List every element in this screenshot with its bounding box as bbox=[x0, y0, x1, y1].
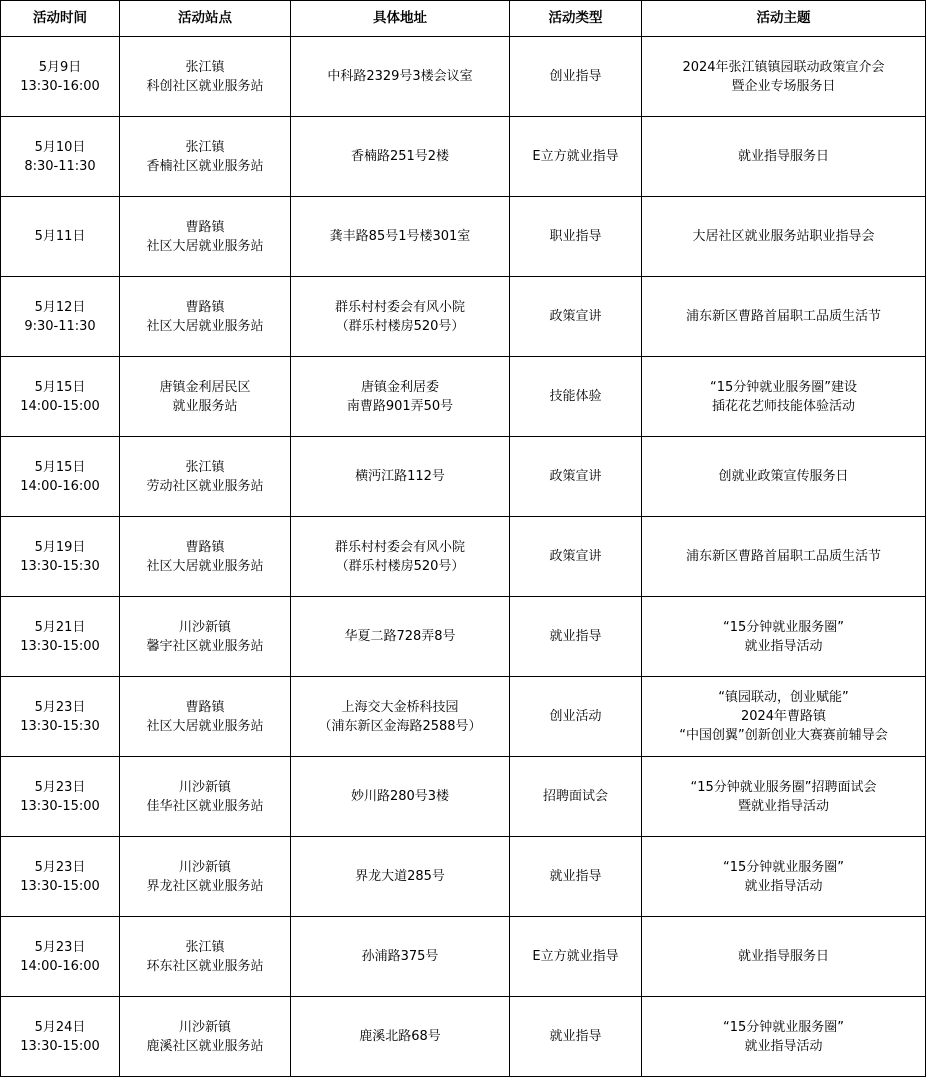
cell-theme-line: 暨就业指导活动 bbox=[737, 798, 829, 814]
cell-type-line: 技能体验 bbox=[549, 389, 602, 404]
cell-site bbox=[120, 757, 291, 837]
cell-time-line: 5月10日 bbox=[34, 139, 86, 155]
cell-theme bbox=[642, 357, 926, 437]
cell-site-line: 张江镇 bbox=[185, 59, 225, 75]
cell-theme bbox=[642, 37, 926, 117]
cell-address-line: （群乐村楼房520号） bbox=[335, 558, 465, 574]
header-type: 活动类型 bbox=[510, 1, 642, 37]
cell-theme-line: 就业指导活动 bbox=[744, 638, 823, 654]
cell-site-line: 曹路镇 bbox=[185, 699, 225, 715]
cell-theme-line: 大居社区就业服务站职业指导会 bbox=[692, 229, 875, 244]
cell-time-line: 5月23日 bbox=[34, 699, 86, 715]
cell-theme-line: “15分钟就业服务圈” bbox=[722, 859, 844, 875]
table-row bbox=[1, 917, 926, 997]
cell-type-line: 创业活动 bbox=[549, 709, 602, 724]
cell-time-line: 13:30-15:30 bbox=[20, 558, 100, 574]
cell-address bbox=[291, 437, 510, 517]
cell-theme-line: 就业指导服务日 bbox=[737, 149, 829, 164]
cell-address-line: 界龙大道285号 bbox=[355, 869, 445, 884]
cell-theme-line: “15分钟就业服务圈”招聘面试会 bbox=[690, 779, 877, 795]
cell-time-line: 13:30-15:00 bbox=[20, 1038, 100, 1054]
cell-address-line: 妙川路280号3楼 bbox=[350, 789, 450, 804]
cell-site bbox=[120, 517, 291, 597]
cell-site-line: 馨宇社区就业服务站 bbox=[146, 638, 264, 654]
cell-address-line: 鹿溪北路68号 bbox=[359, 1029, 441, 1044]
cell-time-line: 5月15日 bbox=[34, 379, 86, 395]
cell-time bbox=[1, 117, 120, 197]
table-row bbox=[1, 277, 926, 357]
cell-site-line: 科创社区就业服务站 bbox=[146, 78, 264, 94]
cell-address-line: 横沔江路112号 bbox=[355, 469, 445, 484]
cell-theme bbox=[642, 597, 926, 677]
cell-site bbox=[120, 917, 291, 997]
cell-site-line: 社区大居就业服务站 bbox=[146, 238, 264, 254]
table-row bbox=[1, 837, 926, 917]
cell-site-line: 环东社区就业服务站 bbox=[146, 958, 264, 974]
cell-site-line: 香楠社区就业服务站 bbox=[146, 158, 264, 174]
cell-theme-line: “镇园联动，创业赋能” bbox=[718, 690, 849, 705]
cell-site bbox=[120, 37, 291, 117]
table-body bbox=[1, 37, 926, 1077]
cell-site bbox=[120, 437, 291, 517]
cell-site-line: 曹路镇 bbox=[185, 299, 225, 315]
cell-time bbox=[1, 517, 120, 597]
cell-time-line: 5月21日 bbox=[34, 619, 86, 635]
cell-address bbox=[291, 837, 510, 917]
cell-site-line: 曹路镇 bbox=[185, 539, 225, 555]
cell-site-line: 川沙新镇 bbox=[178, 1019, 231, 1035]
cell-theme-line: 2024年张江镇镇园联动政策宣介会 bbox=[682, 59, 885, 75]
cell-type bbox=[510, 197, 642, 277]
cell-theme bbox=[642, 917, 926, 997]
cell-time-line: 5月23日 bbox=[34, 939, 86, 955]
cell-type bbox=[510, 517, 642, 597]
cell-address bbox=[291, 597, 510, 677]
cell-site-line: 社区大居就业服务站 bbox=[146, 318, 264, 334]
cell-site bbox=[120, 197, 291, 277]
cell-site-line: 就业服务站 bbox=[172, 398, 238, 414]
cell-site-line: 川沙新镇 bbox=[178, 859, 231, 875]
cell-time-line: 5月19日 bbox=[34, 539, 86, 555]
cell-time-line: 5月15日 bbox=[34, 459, 86, 475]
cell-time-line: 13:30-15:00 bbox=[20, 798, 100, 814]
cell-site-line: 佳华社区就业服务站 bbox=[146, 798, 264, 814]
cell-theme-line: “15分钟就业服务圈” bbox=[722, 1019, 844, 1035]
cell-time bbox=[1, 437, 120, 517]
cell-type bbox=[510, 997, 642, 1077]
cell-address-line: 上海交大金桥科技园 bbox=[341, 699, 459, 715]
cell-address-line: 龚丰路85号1号楼301室 bbox=[329, 229, 471, 244]
cell-time bbox=[1, 997, 120, 1077]
cell-theme-line: 2024年曹路镇 bbox=[740, 709, 827, 724]
cell-type bbox=[510, 37, 642, 117]
cell-theme bbox=[642, 197, 926, 277]
header-time: 活动时间 bbox=[1, 1, 120, 37]
cell-type bbox=[510, 757, 642, 837]
cell-address bbox=[291, 37, 510, 117]
cell-time-line: 5月23日 bbox=[34, 859, 86, 875]
cell-type-line: E立方就业指导 bbox=[532, 949, 619, 964]
header-address: 具体地址 bbox=[291, 1, 510, 37]
cell-time-line: 9:30-11:30 bbox=[24, 318, 96, 334]
cell-address-line: 华夏二路728弄8号 bbox=[344, 629, 456, 644]
cell-address-line: （群乐村楼房520号） bbox=[335, 318, 465, 334]
cell-time-line: 14:00-16:00 bbox=[20, 958, 100, 974]
table-row bbox=[1, 437, 926, 517]
cell-type bbox=[510, 597, 642, 677]
cell-time-line: 14:00-16:00 bbox=[20, 478, 100, 494]
cell-address-line: 南曹路901弄50号 bbox=[346, 398, 454, 414]
table-row bbox=[1, 117, 926, 197]
cell-time-line: 5月24日 bbox=[34, 1019, 86, 1035]
cell-type-line: 职业指导 bbox=[549, 229, 602, 244]
cell-theme bbox=[642, 277, 926, 357]
cell-address bbox=[291, 357, 510, 437]
cell-address-line: 群乐村村委会有风小院 bbox=[334, 299, 465, 315]
table-row bbox=[1, 37, 926, 117]
cell-site-line: 社区大居就业服务站 bbox=[146, 718, 264, 734]
cell-theme bbox=[642, 677, 926, 757]
cell-site-line: 界龙社区就业服务站 bbox=[146, 878, 264, 894]
cell-theme-line: 浦东新区曹路首届职工品质生活节 bbox=[685, 549, 881, 564]
cell-address-line: 香楠路251号2楼 bbox=[350, 149, 450, 164]
cell-theme-line: “15分钟就业服务圈” bbox=[722, 619, 844, 635]
cell-time-line: 13:30-15:30 bbox=[20, 718, 100, 734]
cell-type-line: 招聘面试会 bbox=[542, 789, 608, 804]
cell-theme-line: 插花花艺师技能体验活动 bbox=[711, 398, 855, 414]
header-row bbox=[1, 1, 926, 37]
cell-time-line: 5月12日 bbox=[34, 299, 86, 315]
cell-site-line: 鹿溪社区就业服务站 bbox=[146, 1038, 264, 1054]
cell-theme bbox=[642, 117, 926, 197]
cell-site-line: 川沙新镇 bbox=[178, 779, 231, 795]
table-row bbox=[1, 197, 926, 277]
cell-site-line: 唐镇金利居民区 bbox=[159, 379, 251, 395]
cell-type bbox=[510, 917, 642, 997]
table-row bbox=[1, 597, 926, 677]
table-row bbox=[1, 357, 926, 437]
cell-time bbox=[1, 757, 120, 837]
table-row bbox=[1, 757, 926, 837]
cell-time-line: 8:30-11:30 bbox=[24, 158, 96, 174]
cell-type bbox=[510, 677, 642, 757]
cell-site-line: 劳动社区就业服务站 bbox=[146, 478, 264, 494]
table-row bbox=[1, 517, 926, 597]
cell-theme-line: 就业指导服务日 bbox=[737, 949, 829, 964]
cell-theme-line: 就业指导活动 bbox=[744, 1038, 823, 1054]
cell-address bbox=[291, 277, 510, 357]
cell-type-line: 就业指导 bbox=[549, 1029, 602, 1044]
cell-type-line: 就业指导 bbox=[549, 629, 602, 644]
cell-time-line: 13:30-15:00 bbox=[20, 638, 100, 654]
header-theme: 活动主题 bbox=[642, 1, 926, 37]
cell-theme bbox=[642, 837, 926, 917]
cell-address-line: 唐镇金利居委 bbox=[360, 379, 439, 395]
cell-theme-line: “15分钟就业服务圈”建设 bbox=[709, 379, 857, 395]
cell-time-line: 14:00-15:00 bbox=[20, 398, 100, 414]
cell-address bbox=[291, 117, 510, 197]
cell-site-line: 曹路镇 bbox=[185, 219, 225, 235]
cell-type-line: 政策宣讲 bbox=[549, 549, 602, 564]
cell-theme bbox=[642, 757, 926, 837]
cell-time bbox=[1, 197, 120, 277]
cell-site-line: 张江镇 bbox=[185, 939, 225, 955]
cell-theme-line: 创就业政策宣传服务日 bbox=[718, 469, 849, 484]
header-site: 活动站点 bbox=[120, 1, 291, 37]
cell-theme bbox=[642, 437, 926, 517]
cell-address bbox=[291, 757, 510, 837]
cell-time bbox=[1, 917, 120, 997]
cell-site bbox=[120, 597, 291, 677]
cell-time bbox=[1, 357, 120, 437]
cell-time bbox=[1, 277, 120, 357]
cell-theme-line: 就业指导活动 bbox=[744, 878, 823, 894]
cell-theme-line: 暨企业专场服务日 bbox=[731, 78, 836, 94]
cell-address bbox=[291, 197, 510, 277]
cell-site bbox=[120, 837, 291, 917]
cell-theme bbox=[642, 517, 926, 597]
cell-time-line: 13:30-16:00 bbox=[20, 78, 100, 94]
cell-address bbox=[291, 997, 510, 1077]
cell-site bbox=[120, 117, 291, 197]
cell-time-line: 13:30-15:00 bbox=[20, 878, 100, 894]
cell-site-line: 张江镇 bbox=[185, 139, 225, 155]
cell-time bbox=[1, 597, 120, 677]
cell-type bbox=[510, 277, 642, 357]
cell-type-line: 创业指导 bbox=[549, 69, 602, 84]
cell-site-line: 社区大居就业服务站 bbox=[146, 558, 264, 574]
cell-site bbox=[120, 277, 291, 357]
cell-type-line: E立方就业指导 bbox=[532, 149, 619, 164]
cell-type bbox=[510, 437, 642, 517]
table-row bbox=[1, 677, 926, 757]
cell-address-line: 中科路2329号3楼会议室 bbox=[327, 69, 473, 84]
cell-site bbox=[120, 357, 291, 437]
cell-time-line: 5月23日 bbox=[34, 779, 86, 795]
cell-address bbox=[291, 917, 510, 997]
cell-type bbox=[510, 117, 642, 197]
cell-address-line: （浦东新区金海路2588号） bbox=[318, 718, 482, 734]
cell-site bbox=[120, 997, 291, 1077]
cell-type-line: 政策宣讲 bbox=[549, 309, 602, 324]
cell-type bbox=[510, 837, 642, 917]
cell-time-line: 5月9日 bbox=[38, 59, 82, 75]
cell-address bbox=[291, 677, 510, 757]
table-row bbox=[1, 997, 926, 1077]
cell-address-line: 孙浦路375号 bbox=[361, 949, 439, 964]
cell-site-line: 张江镇 bbox=[185, 459, 225, 475]
cell-theme-line: “中国创翼”创新创业大赛赛前辅导会 bbox=[679, 728, 888, 743]
cell-time bbox=[1, 837, 120, 917]
cell-time bbox=[1, 677, 120, 757]
cell-time bbox=[1, 37, 120, 117]
cell-type bbox=[510, 357, 642, 437]
cell-address-line: 群乐村村委会有风小院 bbox=[334, 539, 465, 555]
cell-site bbox=[120, 677, 291, 757]
cell-type-line: 就业指导 bbox=[549, 869, 602, 884]
cell-theme-line: 浦东新区曹路首届职工品质生活节 bbox=[685, 309, 881, 324]
cell-type-line: 政策宣讲 bbox=[549, 469, 602, 484]
cell-address bbox=[291, 517, 510, 597]
cell-time-line: 5月11日 bbox=[34, 229, 86, 244]
cell-theme bbox=[642, 997, 926, 1077]
cell-site-line: 川沙新镇 bbox=[178, 619, 231, 635]
